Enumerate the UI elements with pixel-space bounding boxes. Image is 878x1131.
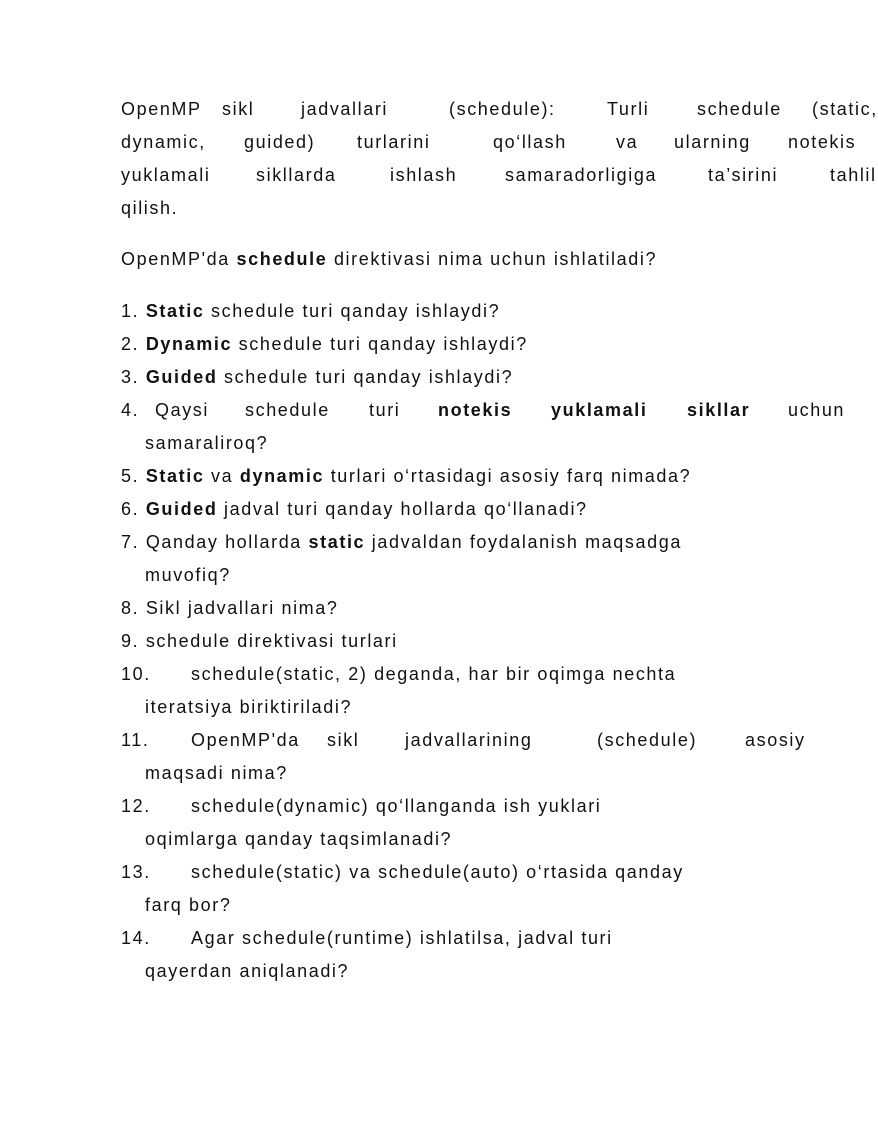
- item-number: 14.: [121, 928, 151, 948]
- item-number: 11.: [121, 730, 150, 750]
- item-word: turi: [369, 400, 401, 420]
- item-continuation: maqsadi nima?: [145, 763, 288, 783]
- item-text: Qanday hollarda: [145, 532, 309, 552]
- item-continuation: qayerdan aniqlanadi?: [145, 961, 350, 981]
- item-continuation: oqimlarga qanday taqsimlanadi?: [145, 829, 453, 849]
- item-keyword: Static: [145, 466, 205, 486]
- item-keyword: Guided: [145, 367, 218, 387]
- item-text: schedule direktivasi turlari: [145, 631, 398, 651]
- intro-word: ularning: [674, 132, 751, 152]
- item-number: 5.: [121, 466, 140, 486]
- main-question-pre: OpenMP'da: [121, 249, 237, 269]
- list-item: [121, 365, 513, 389]
- item-number: 12.: [121, 796, 151, 816]
- intro-word: guided): [244, 132, 316, 152]
- intro-word: notekis: [788, 132, 857, 152]
- intro-word: qo‘llash: [493, 132, 567, 152]
- item-word: asosiy: [745, 730, 806, 750]
- item-number: 8.: [121, 598, 140, 618]
- intro-word: (schedule):: [449, 99, 556, 119]
- intro-word: schedule: [697, 99, 782, 119]
- intro-word: OpenMP: [121, 99, 202, 119]
- intro-word: turlarini: [357, 132, 431, 152]
- intro-word: tahlil: [830, 165, 877, 185]
- list-item: [121, 497, 588, 521]
- main-question: [121, 247, 657, 271]
- item-keyword: static: [308, 532, 366, 552]
- intro-word: yuklamali: [121, 165, 211, 185]
- list-item: [121, 332, 528, 356]
- item-word: OpenMP'da: [191, 730, 300, 750]
- list-item: [121, 464, 691, 488]
- intro-word: Turli: [607, 99, 650, 119]
- intro-word: va: [616, 132, 639, 152]
- item-text: turlari o‘rtasidagi asosiy farq nimada?: [324, 466, 692, 486]
- list-item: [121, 299, 500, 323]
- item-word: schedule: [245, 400, 330, 420]
- list-item: [121, 629, 398, 653]
- intro-word: dynamic,: [121, 132, 206, 152]
- item-number: 4.: [121, 400, 140, 420]
- intro-word: (static,: [812, 99, 878, 119]
- item-keyword: notekis: [438, 400, 513, 420]
- item-keyword: yuklamali: [551, 400, 648, 420]
- item-keyword: Guided: [145, 499, 218, 519]
- item-continuation: samaraliroq?: [145, 433, 269, 453]
- item-text: schedule(static) va schedule(auto) o‘rtasida qanday: [191, 862, 684, 882]
- item-number: 6.: [121, 499, 140, 519]
- item-number: 13.: [121, 862, 151, 882]
- intro-word: samaradorligiga: [505, 165, 658, 185]
- item-keyword: Dynamic: [145, 334, 233, 354]
- item-text: schedule turi qanday ishlaydi?: [217, 367, 514, 387]
- item-continuation: muvofiq?: [145, 565, 231, 585]
- item-number: 1.: [121, 301, 140, 321]
- main-question-post: direktivasi nima uchun ishlatiladi?: [327, 249, 658, 269]
- item-keyword: Static: [145, 301, 205, 321]
- item-text: schedule turi qanday ishlaydi?: [232, 334, 528, 354]
- list-item: [121, 596, 339, 620]
- item-keyword: sikllar: [687, 400, 751, 420]
- intro-word: ta’sirini: [708, 165, 779, 185]
- item-text: Agar schedule(runtime) ishlatilsa, jadval turi: [191, 928, 613, 948]
- item-number: 2.: [121, 334, 140, 354]
- intro-word: jadvallari: [301, 99, 389, 119]
- item-number: 9.: [121, 631, 140, 651]
- item-number: 3.: [121, 367, 140, 387]
- main-question-keyword: schedule: [236, 249, 328, 269]
- item-text: schedule turi qanday ishlaydi?: [204, 301, 501, 321]
- intro-word: ishlash: [390, 165, 458, 185]
- item-keyword: dynamic: [239, 466, 325, 486]
- item-first-line: [121, 530, 682, 554]
- item-number: 7.: [121, 532, 140, 552]
- intro-word: sikllarda: [256, 165, 337, 185]
- item-text: schedule(dynamic) qo‘llanganda ish yuklari: [191, 796, 602, 816]
- item-word: uchun: [788, 400, 846, 420]
- item-continuation: farq bor?: [145, 895, 232, 915]
- item-word: sikl: [327, 730, 360, 750]
- item-word: jadvallarining: [405, 730, 533, 750]
- item-number: 10.: [121, 664, 151, 684]
- item-word: (schedule): [597, 730, 698, 750]
- item-continuation: iteratsiya biriktiriladi?: [145, 697, 353, 717]
- item-text: va: [204, 466, 240, 486]
- item-text: jadval turi qanday hollarda qo‘llanadi?: [217, 499, 588, 519]
- item-word: Qaysi: [155, 400, 210, 420]
- item-text: Sikl jadvallari nima?: [145, 598, 339, 618]
- item-text: jadvaldan foydalanish maqsadga: [365, 532, 682, 552]
- intro-word: sikl: [222, 99, 255, 119]
- intro-word: qilish.: [121, 198, 179, 218]
- item-text: schedule(static, 2) deganda, har bir oqimga nechta: [191, 664, 677, 684]
